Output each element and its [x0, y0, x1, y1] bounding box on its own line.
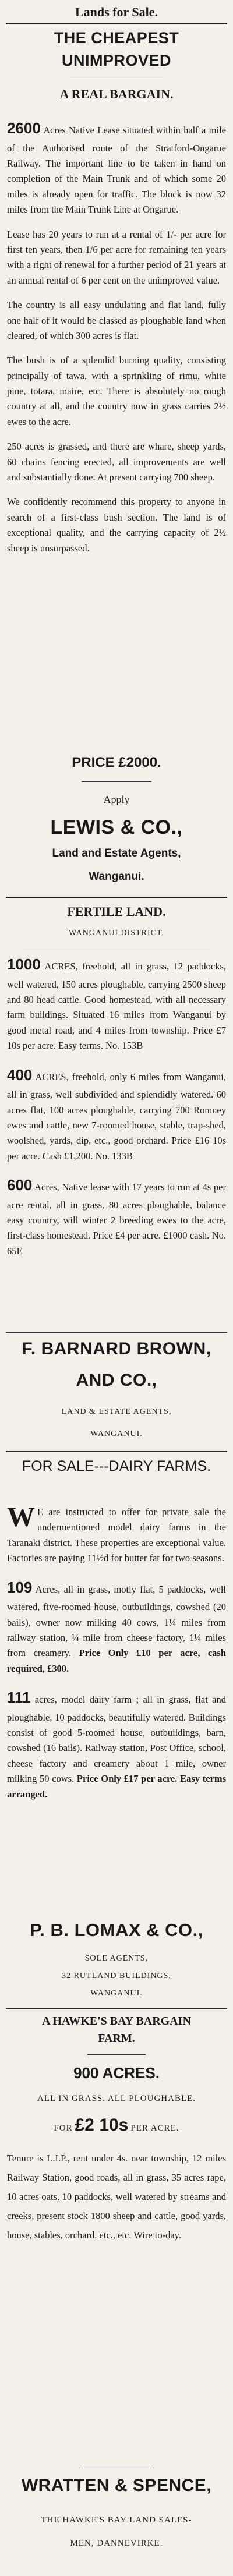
- divider: [6, 2008, 227, 2009]
- ad3-headline: [7, 1456, 226, 1500]
- ad2-headline: FERTILE LAND.: [67, 904, 166, 919]
- ad4-agent-name: WRATTEN & SPENCE,: [21, 2476, 212, 2495]
- ad3-agent-role: SOLE AGENTS,: [84, 1954, 149, 1963]
- ad3-listing-2: [7, 1686, 226, 1802]
- ad1-acreage-figure: 2600: [7, 119, 41, 137]
- ad2-body: [7, 953, 226, 1325]
- ad4-acreage: 900 ACRES.: [73, 2064, 160, 2082]
- ad2-listing-1: [7, 953, 226, 1054]
- ad3-headline-text: FOR SALE---DAIRY FARMS.: [22, 1458, 211, 1474]
- ad4-agent-role: THE HAWKE'S BAY LAND SALES-: [41, 2515, 192, 2525]
- ad3-listing-1-acreage: 109: [7, 1578, 33, 1596]
- ad4-headline-line-2: FARM.: [98, 2032, 135, 2045]
- ad3-intro: [7, 1505, 226, 1566]
- ad1-paragraph-2: Lease has 20 years to run at a rental of 1/- per acre for first ten years, then 1/6 per acre for remaining ten years with a right of renewal for a further period of 21 years at an annual rental of 6 per cent on the unimproved value.: [7, 228, 226, 286]
- divider: [6, 897, 227, 898]
- ad2-listing-2-text: ACRES, freehold, only 6 miles from Wanganui, all in grass, well subdivided and splendidly watered. 60 acres flat, 100 acres ploughable, carrying 700 Romney ewes and cattle, new 7-roomed house, stable, trap-shed, woolshed, yards, dip, etc., good orchard. Price £16 10s per acre. Cash £1,200. No. 133B: [7, 1071, 226, 1162]
- ad1-apply: Apply: [103, 794, 130, 805]
- ad1-headline-line-2: [7, 72, 226, 73]
- divider: [6, 1451, 227, 1452]
- ad2-agent-role: LAND & ESTATE AGENTS,: [61, 1407, 172, 1416]
- ad2-listing-2-acreage: 400: [7, 1066, 33, 1084]
- ad2-listing-3: [7, 1173, 226, 1259]
- ad4-price: [7, 2111, 226, 2139]
- ad1-paragraph-5: 250 acres is grassed, and there are whare, sheep yards, 60 chains fencing erected, all improvements are well and substantially done. At present carrying 700 sheep.: [7, 441, 226, 483]
- ad3-listing-1-price: Price Only £10 per acre, cash required, £300.: [7, 1647, 226, 1674]
- ad1-paragraph-6: We confidently recommend this property to anyone in search of a first-class bush section. The land is of exceptional quality, and the carrying capacity of 2½ sheep is unsurpassed.: [7, 496, 226, 554]
- ad1-agent-town: Wanganui.: [89, 871, 144, 883]
- ad3-intro-text: E are instructed to offer for private sale the undermentioned model dairy farms in the Taranaki district. These properties are exceptional value. Factories are paying 11½d for butter fat for two seasons.: [7, 1506, 226, 1564]
- ad1-paragraph-3: The country is all easy undulating and flat land, fully one half of it would be classed as ploughable land when cleared, of which 300 acres is flat.: [7, 299, 226, 341]
- ad2-listing-1-acreage: 1000: [7, 956, 41, 973]
- ad3-listing-1-text: Acres, all in grass, motly flat, 5 paddocks, well watered, five-roomed house, outbuildings, cowshed (20 bails), owner now milking 40 cows, 1¼ miles from railway station, ¼ mile from cheese factory, 1¼ miles from creamery.: [7, 1583, 226, 1659]
- ad1-agent-name: LEWIS & CO.,: [50, 816, 183, 838]
- ad1-body: [7, 116, 226, 745]
- ad3-listing-2-acreage: 111: [7, 1689, 31, 1707]
- ad3-body: [7, 1505, 226, 1912]
- ad2-agent-name-2: AND CO.,: [76, 1371, 157, 1390]
- ad4-price-suffix: PER ACRE.: [130, 2124, 179, 2133]
- ad1-paragraph-1-text: Acres Native Lease situated within half a mile of the Authorised route of the Stratford-Ongarue Railway. The important line to be taken in hand on completion of the Main Trunk and of which some 20 miles is already open for traffic. The block is now 32 miles from the Main Trunk Line at Ongarue.: [7, 125, 226, 215]
- ad1-agent-role: Land and Estate Agents,: [52, 847, 181, 859]
- ad3-agent-town: WANGANUI.: [90, 1989, 143, 1998]
- ad4-description: Tenure is L.I.P., rent under 4s. near township, 12 miles Railway Station, good roads, all in grass, 35 acres rape, 10 acres oats, 10 paddocks, well watered by streams and creeks, present stock 1800 sheep and cattle, good yards, house, stables, orchard, etc., etc. Wire to-day.: [7, 2153, 226, 2241]
- ad3-agent-address: 32 RUTLAND BUILDINGS,: [62, 1972, 171, 1980]
- ad2-listing-3-acreage: 600: [7, 1176, 33, 1194]
- ad3-listing-2-price: Price Only £17 per acre. Easy terms arranged.: [7, 1773, 226, 1800]
- ad1-price: PRICE £2000.: [72, 755, 161, 770]
- divider: [6, 1332, 227, 1333]
- ad2-listing-3-text: Acres, Native lease with 17 years to run at 4s per acre rental, all in grass, 80 acres ploughable, balance easy country, will winter 2 breeding ewes to the acre, first-class homestead. Price £4 per acre. £1000 cash. No. 65E: [7, 1181, 226, 1257]
- ad1-paragraph-4: The bush is of a splendid burning quality, consisting principally of tawa, with a sprinkling of rimu, white pine, totara, maire, etc. There is absolutely no rough country at all, and the country now in grass carries 2½ ewes to the acre.: [7, 355, 226, 427]
- ad3-dropcap: W: [7, 1505, 35, 1533]
- ad4-headline: [7, 2012, 226, 2050]
- divider: [87, 2054, 146, 2055]
- ad1-headline: [7, 27, 226, 73]
- ad3-agent-name: P. B. LOMAX & CO.,: [30, 1920, 203, 1940]
- ad2-district: WANGANUI DISTRICT.: [69, 929, 164, 937]
- divider: [82, 781, 151, 782]
- ad4-grass: ALL IN GRASS. ALL PLOUGHABLE.: [37, 2094, 196, 2103]
- divider: [6, 23, 227, 24]
- ad3-listing-2-text: acres, model dairy farm ; all in grass, flat and ploughable, 10 paddocks, beautifully watered. Buildings consist of good 5-roomed house, outbuildings, barn, cowshed (16 bails). Railway station, Post Office, school, cheese factory and creamery about 1 mile, owner milking 50 cows.: [7, 1694, 226, 1785]
- section-header: Lands for Sale.: [75, 5, 158, 19]
- ad4-price-prefix: FOR: [54, 2124, 73, 2133]
- ad4-headline-line-1: A HAWKE'S BAY BARGAIN: [42, 2015, 191, 2027]
- ad4-price-amount: £2 10s: [75, 2115, 129, 2135]
- ad4-body: [7, 2149, 226, 2463]
- ad4-agent-town: MEN, DANNEVIRKE.: [70, 2539, 163, 2548]
- ad1-subhead: A REAL BARGAIN.: [59, 87, 174, 101]
- ad3-listing-1: [7, 1576, 226, 1677]
- ad2-listing-1-text: ACRES, freehold, all in grass, 12 paddocks, well watered, 150 acres ploughable, carrying 2500 sheep and 80 head cattle. Good homestead, with all necessary farm buildings. Situated 16 miles from Wanganui by good metal road, and 4 miles from township. Price £7 10s per acre. Easy terms. No. 153B: [7, 961, 226, 1052]
- ad2-agent-name-1: F. BARNARD BROWN,: [22, 1339, 211, 1358]
- ad2-listing-2: [7, 1063, 226, 1165]
- ad1-headline-line-1: THE CHEAPEST UNIMPROVED: [54, 29, 179, 70]
- ad2-agent-town: WANGANUI.: [90, 1429, 143, 1438]
- ad1-paragraph-1: [7, 116, 226, 218]
